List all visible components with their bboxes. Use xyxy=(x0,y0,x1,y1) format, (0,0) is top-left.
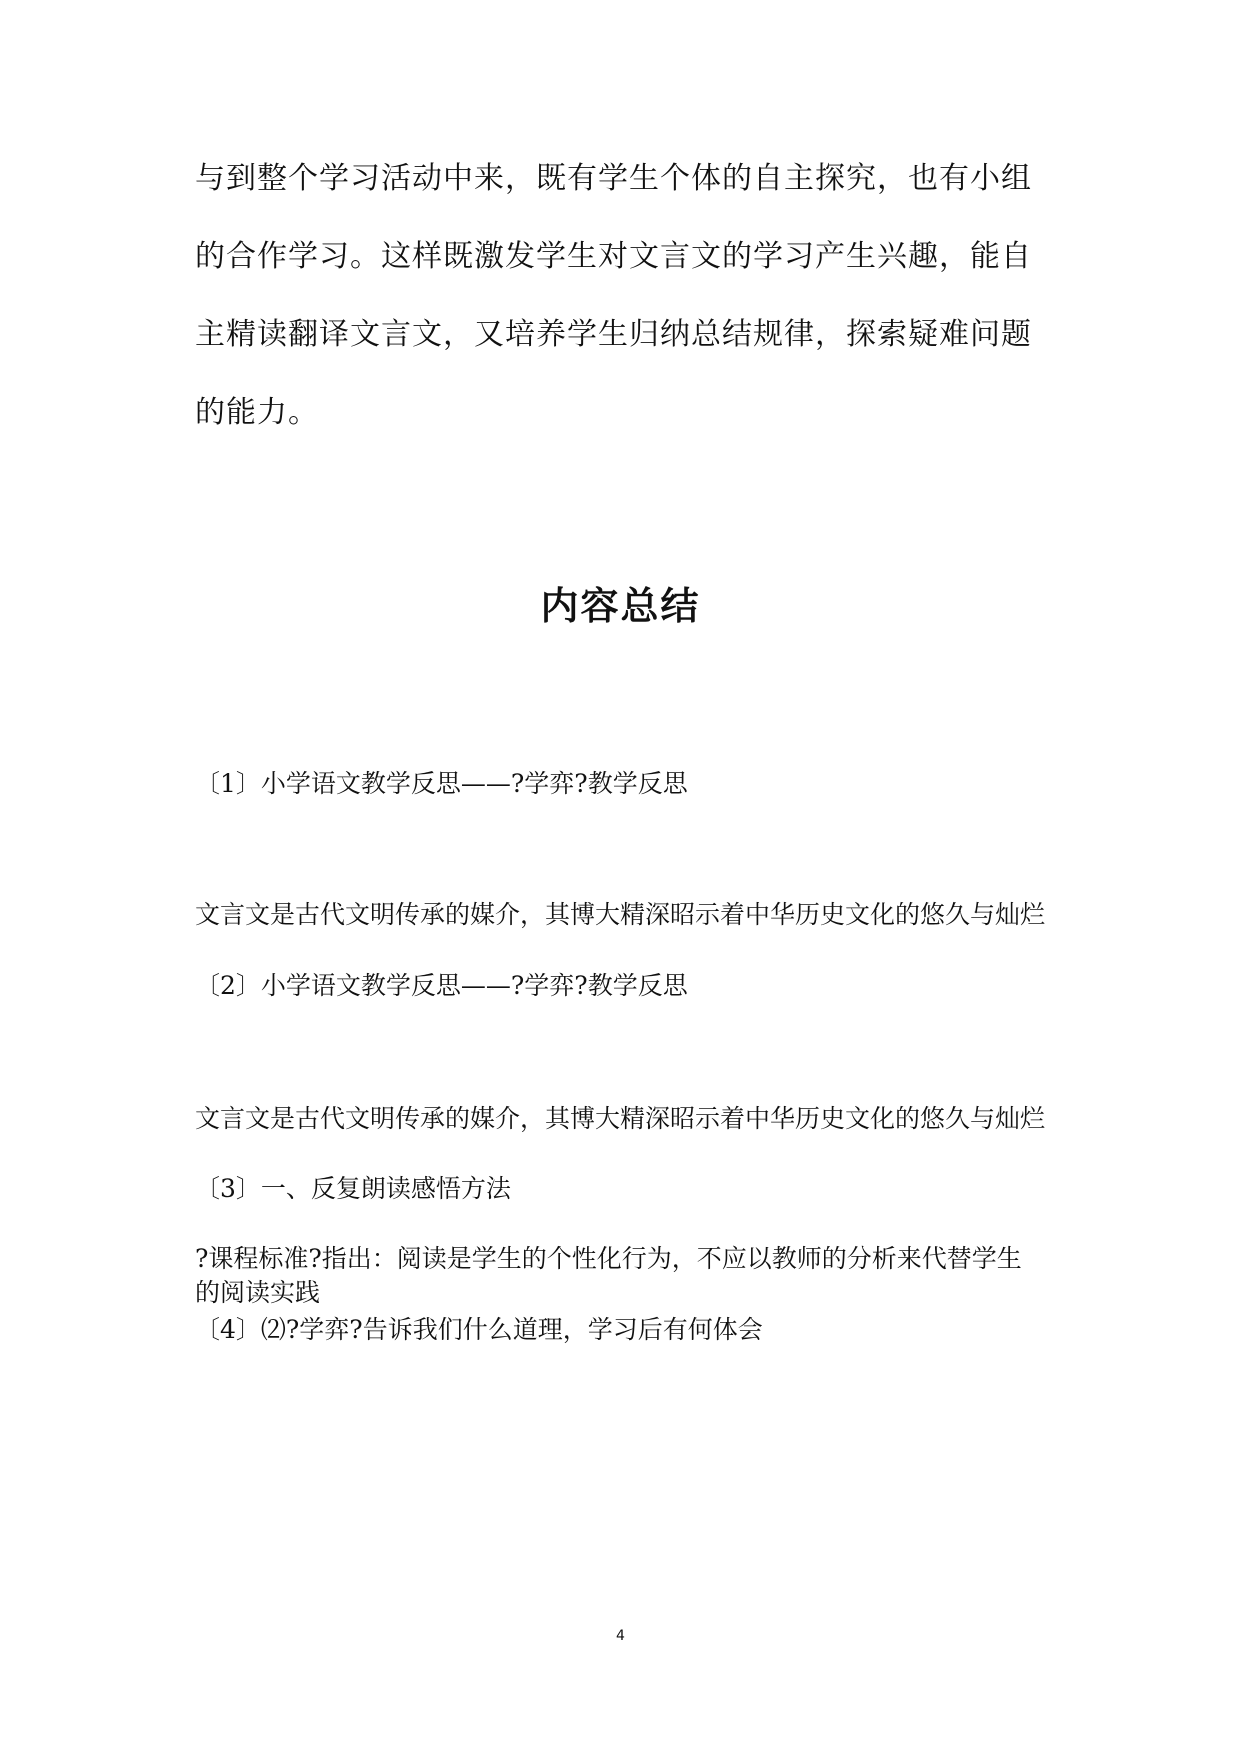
page-number: 4 xyxy=(616,1628,625,1644)
summary-item-2-description: 文言文是古代文明传承的媒介，其博大精深昭示着中华历史文化的悠久与灿烂 xyxy=(195,1104,1046,1133)
section-title: 内容总结 xyxy=(540,583,701,628)
summary-item-2-label: 〔2〕小学语文教学反思——?学弈?教学反思 xyxy=(195,971,688,1000)
intro-paragraph: 与到整个学习活动中来，既有学生个体的自主探究，也有小组的合作学习。这样既激发学生对文言文的学习产生兴趣，能自主精读翻译文言文，又培养学生归纳总结规律，探索疑难问题的能力。 xyxy=(195,161,1032,430)
summary-item-1-description: 文言文是古代文明传承的媒介，其博大精深昭示着中华历史文化的悠久与灿烂 xyxy=(195,900,1046,929)
summary-item-3-label: 〔3〕一、反复朗读感悟方法 xyxy=(195,1174,511,1203)
summary-item-3-description: ?课程标准?指出：阅读是学生的个性化行为，不应以教师的分析来代替学生的阅读实践 xyxy=(195,1244,1022,1307)
summary-item-1-label: 〔1〕小学语文教学反思——?学弈?教学反思 xyxy=(195,769,688,798)
summary-item-4-label: 〔4〕⑵?学弈?告诉我们什么道理，学习后有何体会 xyxy=(195,1315,763,1344)
